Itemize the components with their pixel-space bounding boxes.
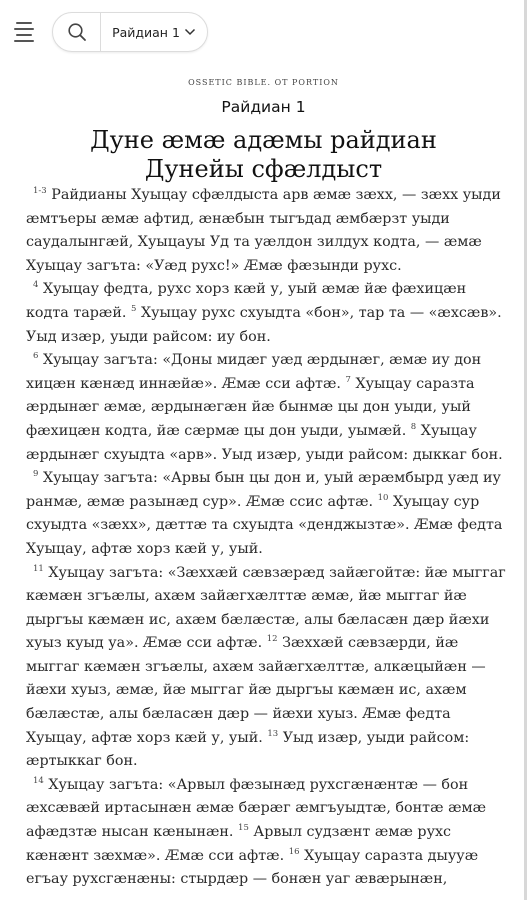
verse-number: 16 — [288, 846, 300, 857]
search-icon — [67, 22, 87, 42]
paragraph — [26, 184, 513, 278]
verse-number: 10 — [377, 492, 389, 503]
chapter-selector[interactable] — [101, 25, 207, 40]
verse-number: 4 — [33, 280, 39, 291]
chevron-down-icon — [184, 28, 196, 36]
verse-text: Арвыл судзæнт æмæ рухс кæнæнт зæхмæ». Æмæ сси афтæ. — [26, 824, 452, 864]
verse-number: 7 — [345, 374, 351, 385]
verse-text: Хуыцау загъта: «Арвыл фæзынæд рухсгæнæнтæ — бон æхсæвæй иртасынæн æмæ бæрæг æмгъуыдтæ, бонтæ æмæ афæдзтæ нысан кæнынæн. — [26, 776, 487, 841]
verse-text: Хуыцау федта, рухс хорз кæй у, уый æмæ йæ фæхицæн кодта тарæй. — [26, 281, 467, 321]
verse-number: 8 — [410, 422, 417, 433]
verse-number: 13 — [267, 728, 279, 739]
verse-number: 15 — [238, 823, 249, 834]
verse-text: Хуыцау рухс схуыдта «бон», тар та — «æхсæв». Уыд изæр, уыди райсом: иу бон. — [26, 304, 502, 345]
verse-number: 14 — [33, 776, 44, 787]
chapter-selector-label: Райдиан 1 — [112, 24, 180, 40]
chapter-text — [26, 184, 513, 892]
verse-number: 11 — [33, 563, 44, 574]
chapter-title: Райдиан 1 — [221, 98, 306, 116]
verse-number: 5 — [130, 304, 137, 315]
paragraph — [26, 562, 513, 774]
verse-number: 9 — [33, 469, 39, 480]
verse-text: Зæххæй сæвзæрди, йæ мыггаг кæмæн згъæлы, ахæм зайæгхæлттæ, алкæцыйæн — йæхи хуыз, æмæ, йæ мыггаг йæ дыргъы кæмæн ис, ахæм бæлæстæ, алы бæласæн дæр — йæхи хуыз. Æмæ федта Хуыцау, афтæ хорз кæй у, уый. — [26, 635, 486, 746]
verse-text: Хуыцау саразта дыууæ егъау рухсгæнæны: стырдæр — бонæн уаг æвæрынæн, — [26, 847, 479, 888]
verse-text: Хуыцау æрдынæг схуыдта «арв». Уыд изæр, уыди райсом: дыккаг бон. — [26, 422, 503, 463]
paragraph — [26, 349, 513, 467]
verse-text: Хуыцау загъта: «Арвы бын цы дон и, уый æрæмбырд уæд иу ранмæ, æмæ разынæд сур». Æмæ ссис афтæ. — [26, 470, 501, 510]
verse-number: 1-3 — [33, 186, 47, 197]
paragraph — [26, 467, 513, 561]
verse-number: 12 — [266, 634, 278, 645]
section-heading — [0, 126, 527, 184]
menu-icon[interactable] — [12, 18, 38, 46]
verse-text: Райдианы Хуыцау сфæлдыста арв æмæ зæхх, — зæхх уыди æмтъеры æмæ афтид, æнæбын тыгъдад æмбæрзт уыди саудалынгæй, Хуыцауы Уд та уæлдон зилдух кодта, — æмæ Хуыцау загъта: «Уæд рухс!» Æмæ фæзынди рухс. — [26, 187, 501, 274]
book-kicker: OSSETIC BIBLE. OT PORTION — [188, 78, 339, 87]
section-heading-line-2: Дунейы сфæлдыст — [144, 155, 383, 183]
paragraph — [26, 774, 513, 892]
navigation-pill — [52, 12, 208, 52]
section-heading-line-1: Дуне æмæ адæмы райдиан — [90, 126, 437, 154]
verse-text: Хуыцау сур схуыдта «зæхх», дæттæ та схуыдта «денджызтæ». Æмæ федта Хуыцау, афтæ хорз кæй у, уый. — [26, 493, 503, 557]
verse-text: Хуыцау загъта: «Зæххæй сæвзæрæд зайæгойтæ: йæ мыггаг кæмæн згъæлы, ахæм зайæгхæлттæ æмæ, йæ мыггаг йæ дыргъы кæмæн ис, ахæм бæлæстæ, алы бæласæн дæр йæхи хуыз куыд уа». Æмæ сси афтæ. — [26, 564, 506, 652]
verse-number: 6 — [33, 351, 39, 362]
verse-text: Хуыцау саразта æрдынæг æмæ, æрдынæгæн йæ бынмæ цы дон уыди, уый фæхицæн кодта, йæ сæрмæ цы дон уыди, уымæй. — [26, 375, 475, 439]
search-button[interactable] — [53, 13, 100, 51]
verse-text: Хуыцау загъта: «Доны мидæг уæд æрдынæг, æмæ иу дон хицæн кæнæд иннæйæ». Æмæ сси афтæ. — [26, 352, 482, 392]
paragraph — [26, 278, 513, 349]
verse-text: Уыд изæр, уыди райсом: æртыккаг бон. — [26, 729, 470, 770]
